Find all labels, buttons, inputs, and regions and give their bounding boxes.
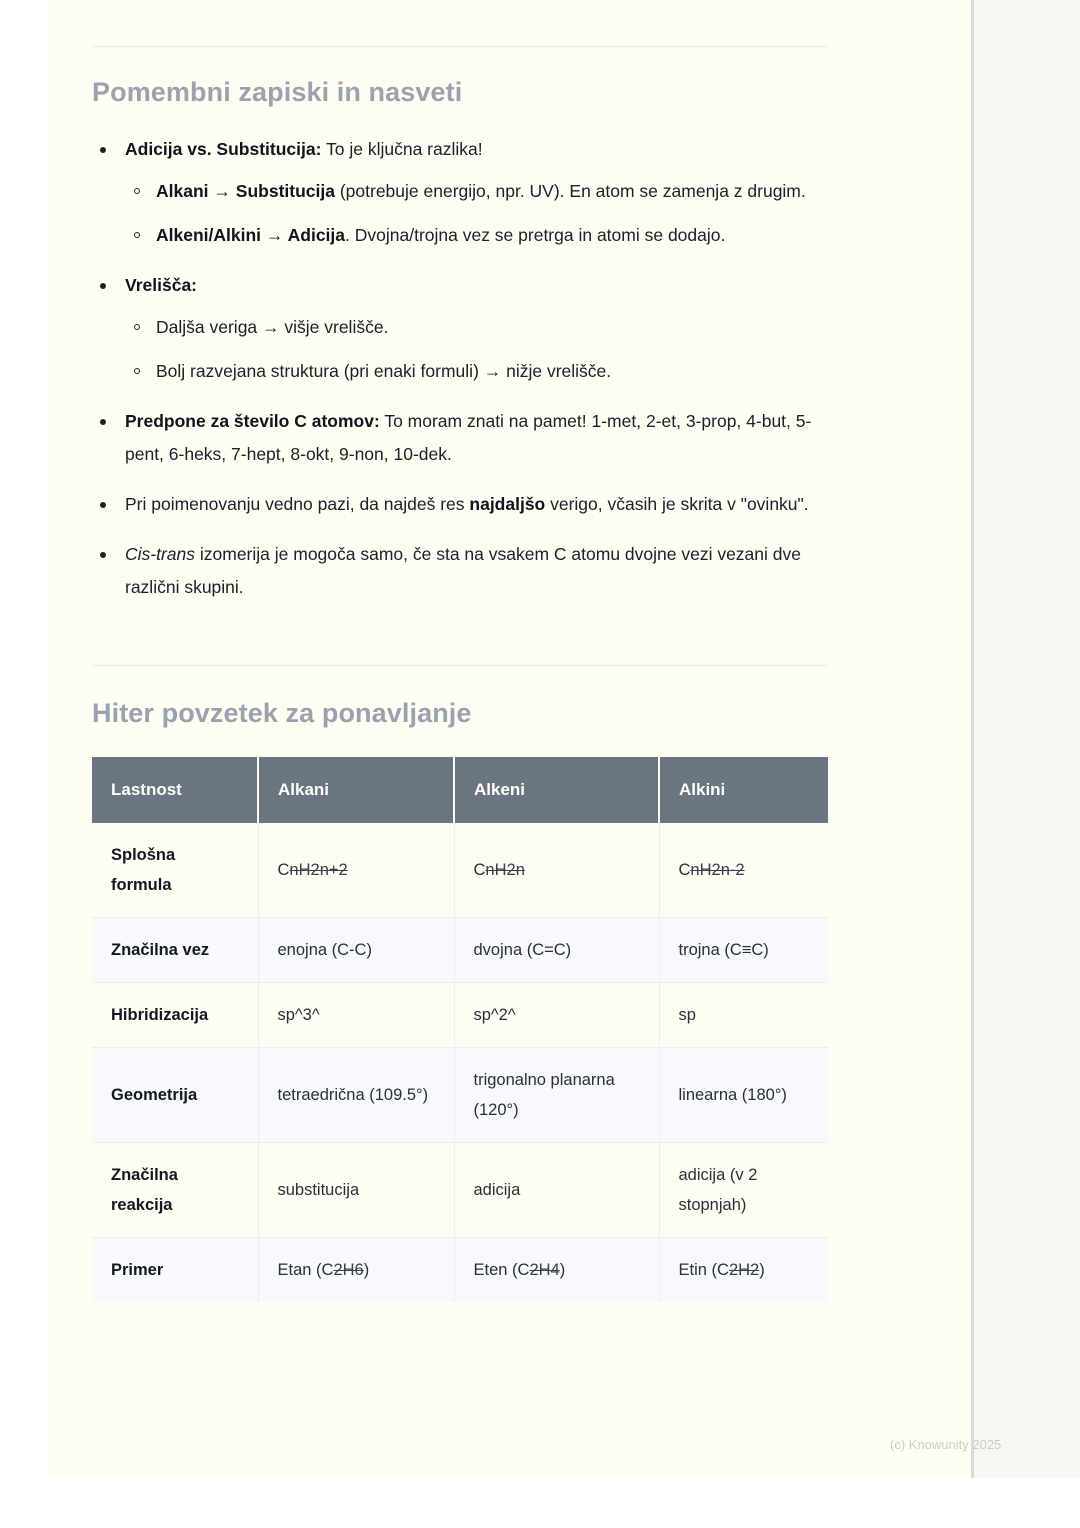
column-header-alkeni: Alkeni — [454, 757, 659, 823]
column-header-alkini: Alkini — [659, 757, 828, 823]
right-gutter — [974, 0, 1080, 1478]
table-cell: tetraedrična (109.5°) — [258, 1048, 454, 1143]
table-cell: Etan (C2H6) — [258, 1238, 454, 1303]
table-row — [92, 1238, 828, 1303]
list-item-italic-lead: Cis-trans — [125, 544, 196, 564]
table-cell: CnH2n — [454, 823, 659, 918]
summary-table — [92, 757, 828, 1302]
notes-list — [92, 133, 828, 604]
page-title: Pomembni zapiski in nasveti — [92, 77, 463, 107]
row-label: Geometrija — [92, 1048, 258, 1143]
list-item-text: To je ključna razlika! — [321, 139, 483, 159]
sub-item-text: Daljša veriga → višje vrelišče. — [156, 317, 389, 337]
notes-sublist — [125, 175, 828, 252]
arrow-icon: → — [213, 181, 231, 201]
table-cell: CnH2n+2 — [258, 823, 454, 918]
sub-term-secondary: Adicija — [287, 225, 346, 245]
table-cell: Etin (C2H2) — [659, 1238, 828, 1303]
table-cell: sp^3^ — [258, 983, 454, 1048]
table-row — [92, 918, 828, 983]
sub-item-text: . Dvojna/trojna vez se pretrga in atomi se dodajo. — [345, 225, 726, 245]
table-row — [92, 1048, 828, 1143]
table-cell: linearna (180°) — [659, 1048, 828, 1143]
list-item-lead: Predpone za število C atomov: — [125, 411, 380, 431]
list-item-text-post: verigo, včasih je skrita v "ovinku". — [545, 494, 809, 514]
row-label: Splošna formula — [92, 823, 258, 918]
column-header-property: Lastnost — [92, 757, 258, 823]
table-cell: enojna (C-C) — [258, 918, 454, 983]
sub-term-secondary: Substitucija — [235, 181, 335, 201]
table-cell: trojna (C≡C) — [659, 918, 828, 983]
list-item — [92, 269, 828, 388]
sub-item-text: Bolj razvejana struktura (pri enaki formuli) → nižje vrelišče. — [156, 361, 612, 381]
list-item — [92, 133, 828, 252]
table-cell: dvojna (C=C) — [454, 918, 659, 983]
table-cell: trigonalno planarna (120°) — [454, 1048, 659, 1143]
table-cell: substitucija — [258, 1143, 454, 1238]
table-row — [92, 823, 828, 918]
table-body — [92, 823, 828, 1302]
table-header-row — [92, 757, 828, 823]
arrow-icon: → — [265, 225, 284, 245]
list-item — [125, 355, 828, 388]
sub-term-primary: Alkani — [156, 181, 209, 201]
summary-title: Hiter povzetek za ponavljanje — [92, 698, 472, 728]
list-item — [92, 405, 828, 471]
page-divider-rule — [971, 0, 974, 1478]
row-label: Hibridizacija — [92, 983, 258, 1048]
list-item-text-post: izomerija je mogoča samo, če sta na vsakem C atomu dvojne vezi vezani dve različni skupini. — [125, 544, 801, 597]
list-item-lead: Adicija vs. Substitucija: — [125, 139, 322, 159]
list-item — [125, 219, 828, 252]
list-item — [125, 175, 828, 208]
list-item — [92, 488, 828, 521]
list-item-text: To moram znati na pamet! 1-met, 2-et, 3-prop, 4-but, 5-pent, 6-heks, 7-hept, 8-okt, 9-non, 10-dek. — [125, 411, 812, 464]
footer-credit: (c) Knowunity 2025 — [890, 1437, 1002, 1452]
table-cell: adicija — [454, 1143, 659, 1238]
list-item — [92, 538, 828, 604]
table-row — [92, 983, 828, 1048]
notes-sublist — [125, 311, 828, 388]
list-item-emphasis: najdaljšo — [469, 494, 546, 514]
table-cell: adicija (v 2 stopnjah) — [659, 1143, 828, 1238]
table-cell: Eten (C2H4) — [454, 1238, 659, 1303]
column-header-alkani: Alkani — [258, 757, 454, 823]
row-label: Značilna reakcija — [92, 1143, 258, 1238]
row-label: Primer — [92, 1238, 258, 1303]
document-content — [92, 0, 828, 1302]
list-item-lead: Vrelišča: — [125, 275, 197, 295]
table-cell: sp — [659, 983, 828, 1048]
row-label: Značilna vez — [92, 918, 258, 983]
table-cell: sp^2^ — [454, 983, 659, 1048]
table-row — [92, 1143, 828, 1238]
list-item-text-pre: Pri poimenovanju vedno pazi, da najdeš res — [125, 494, 470, 514]
sub-item-text: (potrebuje energijo, npr. UV). En atom se zamenja z drugim. — [334, 181, 806, 201]
list-item — [125, 311, 828, 344]
sub-term-primary: Alkeni/Alkini — [156, 225, 262, 245]
table-cell: CnH2n-2 — [659, 823, 828, 918]
